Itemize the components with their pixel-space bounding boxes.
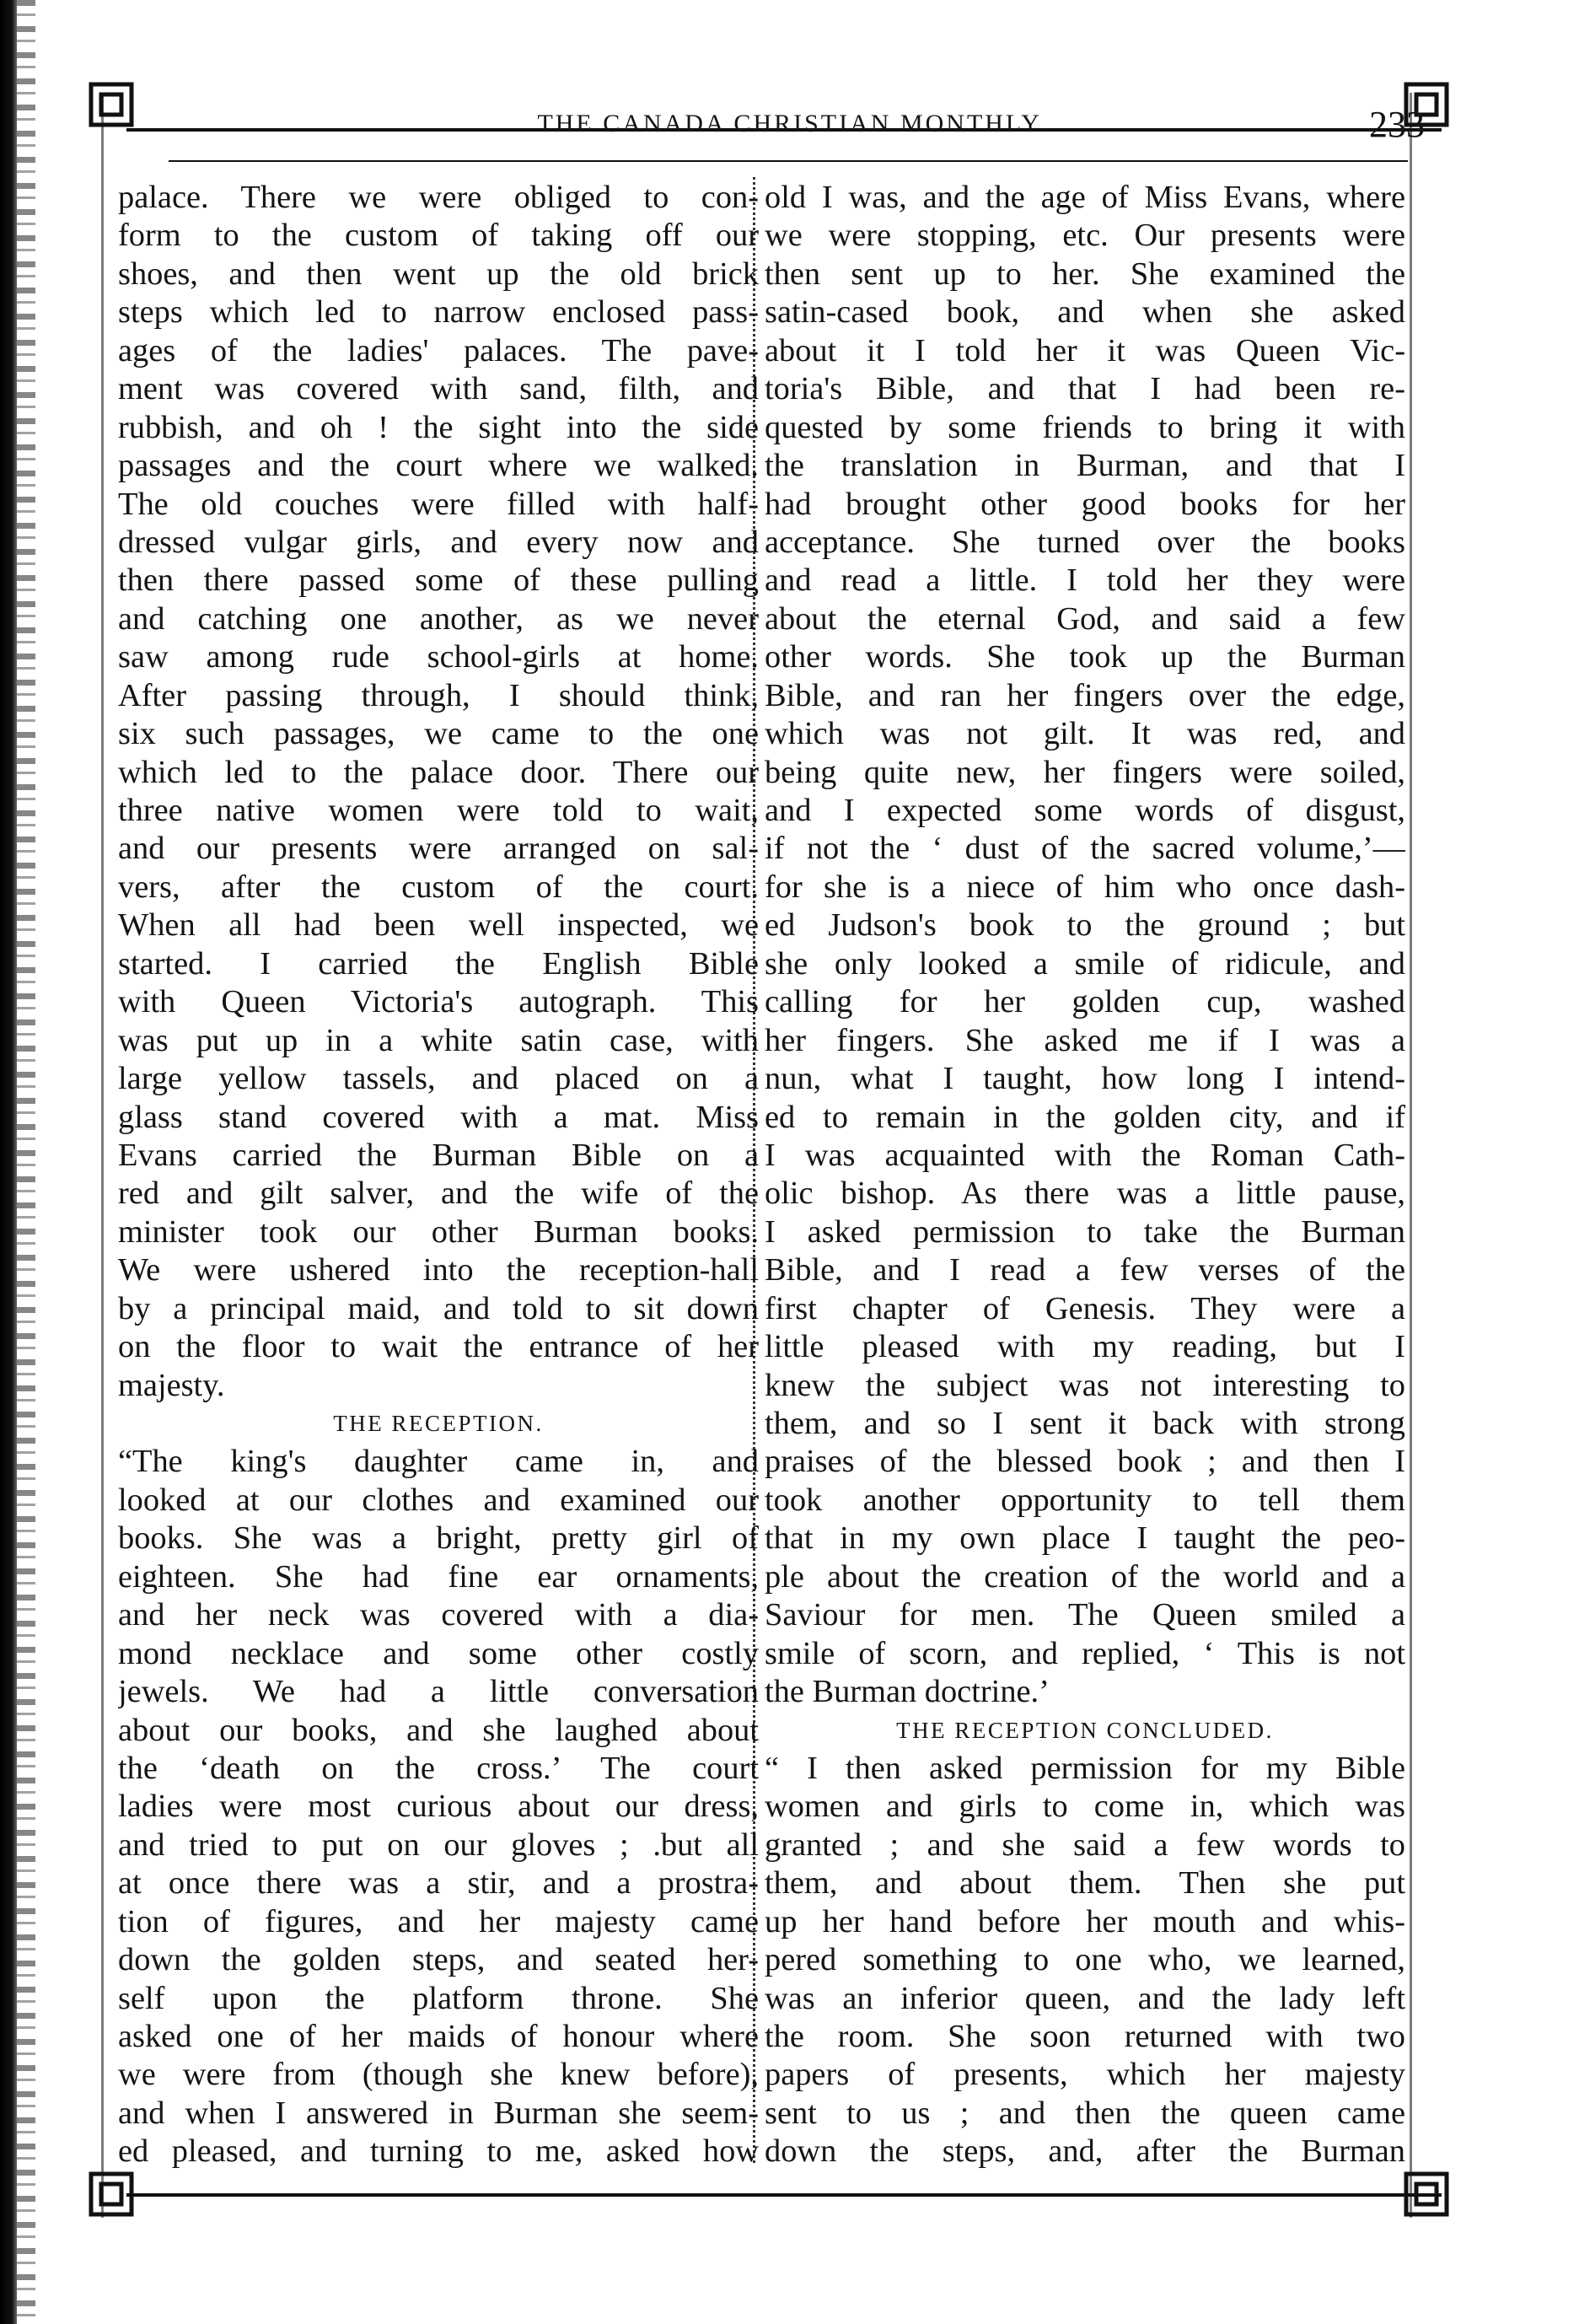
text-line: and our presents were arranged on sal- — [118, 831, 759, 867]
text-line: ed to remain in the golden city, and if — [765, 1099, 1405, 1135]
text-line: little pleased with my reading, but I — [765, 1329, 1405, 1365]
text-line: we were stopping, etc. Our presents were — [765, 218, 1405, 254]
text-line: majesty. — [118, 1367, 225, 1403]
text-line: she only looked a smile of ridicule, and — [765, 945, 1405, 982]
section-heading: THE RECEPTION. — [333, 1411, 544, 1436]
text-line: started. I carried the English Bible — [118, 945, 759, 982]
text-line: old I was, and the age of Miss Evans, where — [765, 180, 1405, 215]
text-line: if not the ‘ dust of the sacred volume,’— — [765, 831, 1405, 867]
text-line: about it I told her it was Queen Vic- — [765, 332, 1405, 369]
text-line: minister took our other Burman books. — [118, 1213, 759, 1250]
text-line: which led to the palace door. There our — [118, 754, 759, 790]
text-line: on the floor to wait the entrance of her — [118, 1329, 759, 1365]
text-line: passages and the court where we walked. — [118, 448, 759, 484]
text-line: looked at our clothes and examined our — [118, 1482, 759, 1518]
text-line: “The king's daughter came in, and — [118, 1444, 759, 1480]
text-line: was put up in a white satin case, with — [118, 1022, 759, 1058]
text-line: and when I answered in Burman she seem- — [118, 2095, 759, 2131]
text-line: palace. There we were obliged to con- — [118, 180, 759, 215]
text-line: them, and so I sent it back with strong — [765, 1406, 1405, 1441]
right-border-rule — [1410, 93, 1412, 2218]
text-line: acceptance. She turned over the books — [765, 524, 1405, 560]
text-line: ment was covered with sand, filth, and — [118, 371, 759, 407]
text-line: first chapter of Genesis. They were a — [765, 1290, 1405, 1326]
text-line: red and gilt salver, and the wife of the — [118, 1175, 759, 1212]
text-line: down the golden steps, and seated her- — [118, 1942, 759, 1978]
text-line: quested by some friends to bring it with — [765, 409, 1405, 445]
page-number: 233 — [1369, 104, 1425, 145]
text-line: three native women were told to wait, — [118, 793, 759, 828]
text-line: ladies were most curious about our dress, — [118, 1789, 759, 1825]
text-line: pered something to one who, we learned, — [765, 1942, 1405, 1978]
text-line: rubbish, and oh ! the sight into the side — [118, 409, 759, 445]
text-line: mond necklace and some other costly — [118, 1635, 759, 1671]
right-column — [765, 179, 1405, 2171]
text-line: and read a little. I told her they were — [765, 562, 1405, 599]
text-line: with Queen Victoria's autograph. This — [118, 984, 759, 1020]
text-line: tion of figures, and her majesty came — [118, 1903, 759, 1939]
text-line: and her neck was covered with a dia- — [118, 1597, 759, 1633]
text-line: by a principal maid, and told to sit down — [118, 1290, 759, 1326]
corner-ornament-top-left — [84, 78, 138, 132]
text-line: about our books, and she laughed about — [118, 1712, 759, 1748]
text-line: ages of the ladies' palaces. The pave- — [118, 332, 759, 369]
corner-ornament-bottom-left — [84, 2167, 138, 2221]
text-line: took another opportunity to tell them — [765, 1482, 1405, 1518]
text-line: ed Judson's book to the ground ; but — [765, 907, 1405, 944]
text-line: steps which led to narrow enclosed pass- — [118, 294, 759, 331]
text-line: six such passages, we came to the one — [118, 716, 759, 752]
text-line: women and girls to come in, which was — [765, 1789, 1405, 1825]
text-line: for she is a niece of him who once dash- — [765, 869, 1405, 905]
text-line: the ‘death on the cross.’ The court — [118, 1750, 759, 1786]
text-line: and tried to put on our gloves ; .but all — [118, 1826, 759, 1863]
section-heading: THE RECEPTION CONCLUDED. — [896, 1717, 1274, 1743]
text-line: asked one of her maids of honour where — [118, 2019, 759, 2054]
text-line: eighteen. She had fine ear ornaments, — [118, 1558, 759, 1595]
corner-ornament-bottom-right — [1399, 2167, 1453, 2221]
text-line: self upon the platform throne. She — [118, 1980, 759, 2016]
text-line: at once there was a stir, and a prostra- — [118, 1865, 759, 1902]
text-line: We were ushered into the reception-hall — [118, 1252, 759, 1288]
running-header — [194, 103, 1433, 153]
text-line: saw among rude school-girls at home. — [118, 639, 759, 675]
text-line: dressed vulgar girls, and every now and — [118, 524, 759, 560]
text-line: shoes, and then went up the old brick — [118, 256, 759, 292]
text-line: smile of scorn, and replied, ‘ This is not — [765, 1635, 1405, 1671]
text-line: then there passed some of these pulling — [118, 562, 759, 599]
text-line: then sent up to her. She examined the — [765, 256, 1405, 292]
text-line: form to the custom of taking off our — [118, 218, 759, 254]
text-line: I was acquainted with the Roman Cath- — [765, 1137, 1405, 1173]
text-line: I asked permission to take the Burman — [765, 1213, 1405, 1250]
left-border-rule — [101, 93, 104, 2218]
text-line: ple about the creation of the world and a — [765, 1558, 1405, 1595]
text-line: satin-cased book, and when she asked — [765, 294, 1405, 331]
text-line: we were from (though she knew before), — [118, 2057, 759, 2093]
text-line: papers of presents, which her majesty — [765, 2057, 1405, 2093]
text-line: her fingers. She asked me if I was a — [765, 1022, 1405, 1058]
text-line: vers, after the custom of the court. — [118, 869, 759, 905]
text-line: sent to us ; and then the queen came — [765, 2095, 1405, 2131]
top-border-rule-thin — [169, 160, 1408, 162]
text-line: jewels. We had a little conversation — [118, 1674, 759, 1710]
text-line: Saviour for men. The Queen smiled a — [765, 1597, 1405, 1633]
text-line: ed pleased, and turning to me, asked how — [118, 2133, 759, 2170]
text-line: toria's Bible, and that I had been re- — [765, 371, 1405, 407]
text-line: the Burman doctrine.’ — [765, 1674, 1050, 1710]
text-line: granted ; and she said a few words to — [765, 1826, 1405, 1863]
text-line: up her hand before her mouth and whis- — [765, 1903, 1405, 1939]
text-line: large yellow tassels, and placed on a — [118, 1061, 759, 1097]
text-line: knew the subject was not interesting to — [765, 1367, 1405, 1403]
text-line: olic bishop. As there was a little pause, — [765, 1175, 1405, 1212]
text-line: about the eternal God, and said a few — [765, 600, 1405, 637]
text-line: the translation in Burman, and that I — [765, 448, 1405, 484]
text-line: books. She was a bright, pretty girl of — [118, 1520, 759, 1557]
running-title: THE CANADA CHRISTIAN MONTHLY. — [537, 110, 1048, 137]
text-line: After passing through, I should think, — [118, 677, 759, 713]
text-line: “ I then asked permission for my Bible — [765, 1750, 1405, 1786]
text-line: The old couches were filled with half- — [118, 486, 759, 522]
text-line: them, and about them. Then she put — [765, 1865, 1405, 1902]
text-line: the room. She soon returned with two — [765, 2019, 1405, 2054]
text-line: When all had been well inspected, we — [118, 907, 759, 944]
text-line: glass stand covered with a mat. Miss — [118, 1099, 759, 1135]
bottom-border-rule — [126, 2193, 1442, 2197]
scan-binding-shadow — [17, 0, 35, 2324]
scan-binding-edge — [0, 0, 17, 2324]
text-line: that in my own place I taught the peo- — [765, 1520, 1405, 1557]
text-line: and catching one another, as we never — [118, 600, 759, 637]
text-line: nun, what I taught, how long I intend- — [765, 1061, 1405, 1097]
text-line: which was not gilt. It was red, and — [765, 716, 1405, 752]
left-column — [118, 179, 759, 2171]
text-line: down the steps, and, after the Burman — [765, 2133, 1405, 2170]
text-line: and I expected some words of disgust, — [765, 793, 1405, 828]
text-line: being quite new, her fingers were soiled, — [765, 754, 1405, 790]
text-line: Evans carried the Burman Bible on a — [118, 1137, 759, 1173]
text-line: Bible, and ran her fingers over the edge, — [765, 677, 1405, 713]
text-line: praises of the blessed book ; and then I — [765, 1444, 1405, 1480]
text-line: calling for her golden cup, washed — [765, 984, 1405, 1020]
text-line: was an inferior queen, and the lady left — [765, 1980, 1405, 2016]
text-line: Bible, and I read a few verses of the — [765, 1252, 1405, 1288]
text-line: other words. She took up the Burman — [765, 639, 1405, 675]
text-line: had brought other good books for her — [765, 486, 1405, 522]
